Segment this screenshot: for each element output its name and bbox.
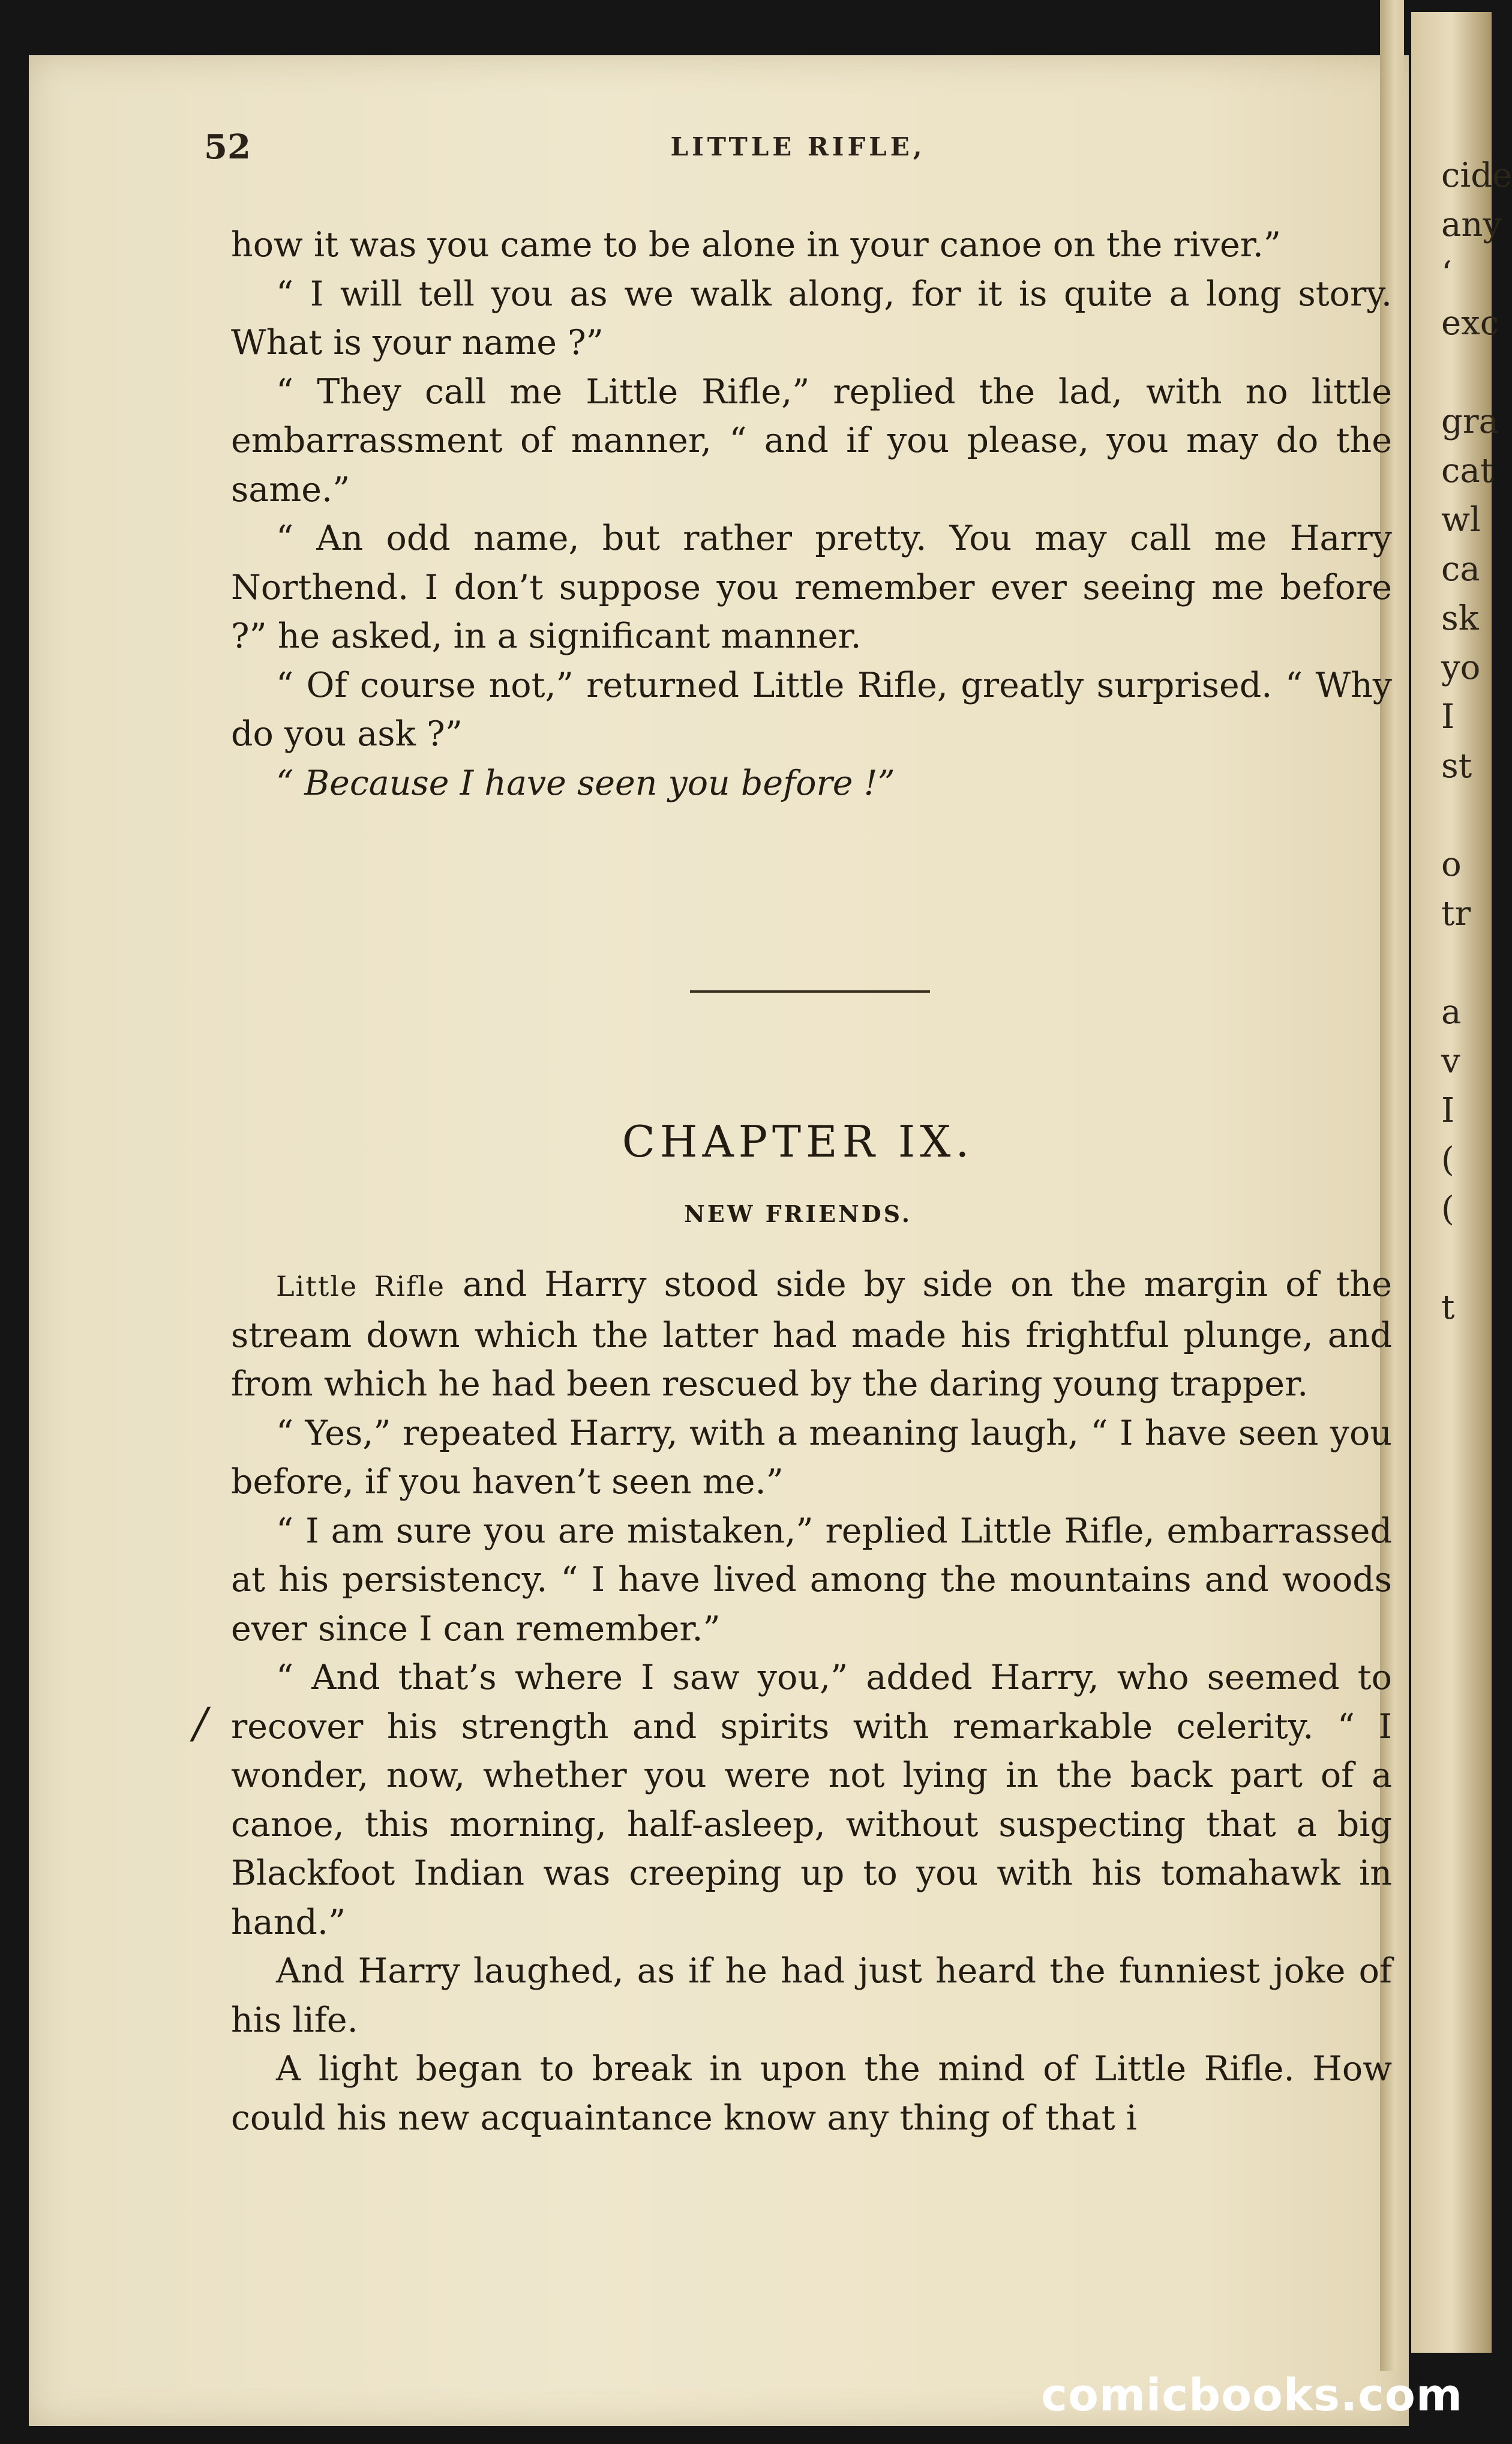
edge-word: I [1441,697,1455,736]
edge-word: cide [1441,156,1512,195]
paragraph [231,759,1392,808]
edge-word: t [1441,1288,1455,1327]
edge-word: yo [1441,648,1481,687]
edge-word: a [1441,993,1462,1032]
edge-word: I [1441,1091,1455,1130]
edge-word: wl [1441,501,1481,540]
paragraph: “ Yes,” repeated Harry, with a meaning laugh, “ I have seen you before, if you haven’t seen me.” [231,1413,1392,1502]
running-title: LITTLE RIFLE, [670,132,926,161]
text-before-chapter [231,221,1392,808]
edge-word: v [1441,1042,1460,1081]
paragraph: “ Of course not,” returned Little Rifle, greatly surprised. “ Why do you ask ?” [231,665,1392,754]
edge-word: sk [1441,599,1479,638]
edge-word: ‘ [1441,254,1452,293]
running-header [204,127,1392,175]
edge-word: ( [1441,1140,1454,1179]
edge-word: cat [1441,451,1494,490]
adjacent-page-edge [1411,12,1512,2353]
edge-word: any [1441,205,1502,244]
paragraph: “ And that’s where I saw you,” added Harry, who seemed to recover his strength and spirits with remarkable celerity. “ I wonder, now, whether you were not lying in the back part of a canoe, this morning, half-asleep, without suspecting that a big Blackfoot Indian was creeping up to you with his tomahawk in hand.” [231,1658,1392,1942]
small-caps-lead: Little Rifle [276,1270,445,1302]
paragraph-text: and Harry stood side by side on the margin of the stream down which the latter had made his frightful plunge, and from which he had been rescued by the daring young trapper. [231,1265,1393,1404]
page-number: 52 [204,127,251,167]
italic-quote: “ Because I have seen you before !” [276,763,895,803]
edge-word: gra [1441,402,1499,441]
paragraph: “ I am sure you are mistaken,” replied Little Rifle, embarrassed at his persistency. “ I have lived among the mountains and woods ever since I can remember.” [231,1511,1392,1649]
chapter-title: CHAPTER IX. [622,1116,974,1167]
paragraph: “ I will tell you as we walk along, for it is quite a long story. What is your name ?” [231,274,1392,363]
edge-word: st [1441,747,1472,786]
paragraph: “ They call me Little Rifle,” replied the lad, with no little embarrassment of manner, “ and if you please, you may do the same.” [231,372,1392,510]
paragraph: A light began to break in upon the mind of Little Rifle. How could his new acquaintance know any thing of that i [231,2049,1392,2138]
edge-word: o [1441,845,1462,884]
edge-word: ca [1441,550,1480,589]
paragraph: how it was you came to be alone in your canoe on the river.” [231,225,1281,265]
chapter-subtitle: NEW FRIENDS. [684,1200,912,1227]
edge-word: ( [1441,1190,1454,1229]
section-break-rule [690,990,930,993]
watermark: comicbooks.com [1041,2370,1463,2421]
paragraph [231,1260,1392,1409]
pencil-margin-mark: / [193,1699,208,1748]
paragraph: “ An odd name, but rather pretty. You may call me Harry Northend. I don’t suppose you remember ever seeing me before ?” he asked, in a significant manner. [231,519,1392,656]
paragraph: And Harry laughed, as if he had just heard the funniest joke of his life. [231,1951,1392,2040]
edge-word: exc [1441,304,1499,343]
edge-word: tr [1441,894,1471,933]
text-after-chapter [231,1260,1392,2143]
